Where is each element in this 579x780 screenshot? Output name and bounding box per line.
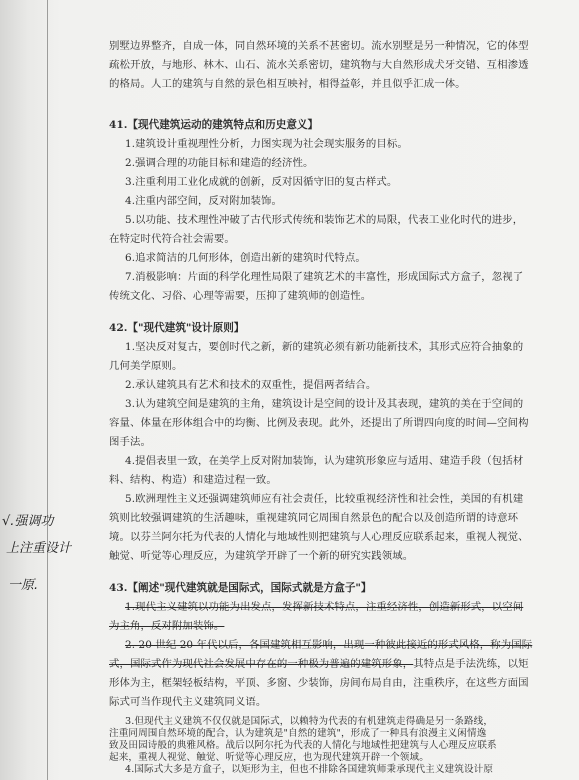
s41-item-2: 2.强调合理的功能目标和建造的经济性。 xyxy=(125,157,314,169)
s41-item-7-cont: 传统文化、习俗、心理等需要，压抑了建筑师的创造性。 xyxy=(109,290,372,302)
s43-item-2-struck: 式，国际式作为现代社会发展中存在的一种极为普遍的建筑形象， xyxy=(109,658,414,670)
s41-item-1: 1.建筑设计重视理性分析，力图实现为社会现实服务的目标。 xyxy=(125,138,408,150)
s43-item-2: 2. 20 世纪 20 年代以后，各国建筑相互影响，出现一种彼此接近的形式风格，称为国际 xyxy=(125,639,533,651)
s42-item-3-cont-2: 图手法。 xyxy=(109,436,151,448)
s41-item-5-cont: 在特定时代符合社会需要。 xyxy=(109,233,235,245)
s42-item-4-cont: 料、结构、构造）和建造过程一致。 xyxy=(109,474,277,486)
s41-item-6: 6.追求简洁的几何形体，创造出新的建筑时代特点。 xyxy=(125,252,366,264)
s43-item-3-cont-2: 致及田园诗般的典雅风格。战后以阿尔托为代表的人情化与地域性把建筑与人心理反应联系 xyxy=(109,740,497,751)
intro-line-1: 别墅边界整齐，自成一体，同自然环境的关系不甚密切。流水别墅是另一种情况，它的体型 xyxy=(109,40,529,52)
s42-item-5-cont: 筑则比较强调建筑的生活趣味，重视建筑同它周围自然景色的配合以及创造所谓的诗意环 xyxy=(109,512,519,524)
section-42-heading: 42.【"现代建筑"设计原则】 xyxy=(109,322,245,334)
s41-item-5: 5.以功能、技术理性冲破了古代形式传统和装饰艺术的局限，代表工业化时代的进步， xyxy=(125,214,524,226)
s43-item-3-cont: 注重同周围自然环境的配合，认为建筑是"自然的建筑"，形成了一种具有浪漫主义闲情逸 xyxy=(109,728,487,739)
handwritten-note-3: 一原. xyxy=(8,578,39,593)
s41-item-3: 3.注重利用工业化成就的创新，反对因循守旧的复古样式。 xyxy=(125,176,398,188)
handwritten-note-2: 上注重设计 xyxy=(6,541,72,556)
s42-item-5-cont-2: 境。以芬兰阿尔托为代表的人情化与地域性则把建筑与人心理反应联系起来，重视人视觉、 xyxy=(109,531,529,543)
s42-item-5-cont-3: 触觉、听觉等心理反应，为建筑学开辟了一个新的研究实践领域。 xyxy=(109,550,414,562)
handwritten-note-1: √.强调功 xyxy=(2,514,54,529)
section-41-heading: 41.【现代建筑运动的建筑特点和历史意义】 xyxy=(109,119,319,131)
intro-line-2: 疏松开放，与地形、林木、山石、流水关系密切，建筑物与大自然形成犬牙交错、互相渗透 xyxy=(109,59,529,71)
s42-item-3-cont: 容量、体量在形体组合中的均衡、比例及表现。此外，还提出了所谓四向度的时间—空间构 xyxy=(109,417,529,429)
s43-item-1-cont: 为主角，反对附加装饰。 xyxy=(109,620,225,632)
s41-item-7: 7.消极影响：片面的科学化理性局限了建筑艺术的丰富性，形成国际式方盒子，忽视了 xyxy=(125,271,524,283)
s43-item-4: 4.国际式大多是方盒子，以矩形为主，但也不排除各国建筑师秉承现代主义建筑设计原 xyxy=(125,764,494,775)
s43-item-2-cont xyxy=(109,658,529,671)
s43-item-1: 1.现代主义建筑以功能为出发点，发挥新技术特点，注重经济性，创造新形式，以空间 xyxy=(125,601,524,613)
s42-item-1-cont: 几何美学原则。 xyxy=(109,360,183,372)
s42-item-2: 2.承认建筑具有艺术和技术的双重性，提倡两者结合。 xyxy=(125,379,377,391)
s43-item-2-kept: 其特点是手法洗练，以矩 xyxy=(413,658,529,670)
s42-item-5: 5.欧洲理性主义还强调建筑师应有社会责任，比较重视经济性和社会性，美国的有机建 xyxy=(125,493,524,505)
s42-item-3: 3.认为建筑空间是建筑的主角，建筑设计是空间的设计及其表现，建筑的美在于空间的 xyxy=(125,398,524,410)
s43-item-3: 3.但现代主义建筑不仅仅就是国际式，以赖特为代表的有机建筑走得确是另一条路线， xyxy=(125,716,494,727)
s43-item-3-cont-3: 起来，重视人视觉、触觉、听觉等心理反应，也为现代建筑开辟一个领域。 xyxy=(109,752,429,763)
s42-item-1: 1.坚决反对复古，要创时代之新，新的建筑必须有新功能新技术，其形式应符合抽象的 xyxy=(125,341,524,353)
s41-item-4: 4.注重内部空间，反对附加装饰。 xyxy=(125,195,282,207)
s42-item-4: 4.提倡表里一致，在美学上反对附加装饰，认为建筑形象应与适用、建造手段（包括材 xyxy=(125,455,524,467)
section-43-heading: 43.【阐述"现代建筑就是国际式，国际式就是方盒子"】 xyxy=(109,582,372,594)
s43-item-2-cont-3: 际式可当作现代主义建筑同义语。 xyxy=(109,696,267,708)
s43-item-2-cont-2: 形体为主，框架轻板结构，平顶、多窗、少装饰，房间布局自由，注重秩序，在这些方面国 xyxy=(109,677,529,689)
intro-line-3: 的格局。人工的建筑与自然的景色相互映衬，相得益彰，并且似乎汇成一体。 xyxy=(109,78,466,90)
